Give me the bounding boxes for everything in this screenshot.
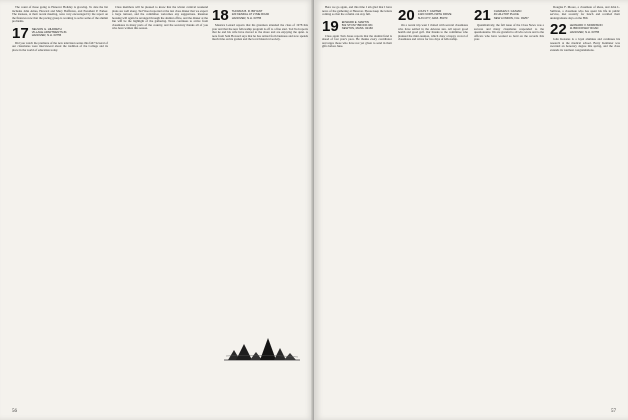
class-year-number: 20 — [398, 7, 415, 24]
column-text: John Kozarus is a loyal alumnus and continues his research at the medical school. Barry Keimaier was awarded an honorary degree this spring, and the class extends its warmest congratulations. — [550, 37, 620, 52]
column-text: Douglas F. Moore, a classmate of ideas, and John L. Sullivan, a classmate who has spent his life in public service, met recently for lunch and recalled their undergraduate days on the Hill. — [550, 5, 620, 20]
column-text: Class members will be pleased to know that the winter carnival weekend plans are well along. Ted Wood reported at the last class dinner that we expect a large turnout, and the committee welcomes any suggestions. Reunion housing will again be arranged through the alumni office, and the dinner at the Inn will be the highlight of the gathering. News continues to arrive from classmates in many parts of the country, and the secretary thanks all of you who have written this season. — [112, 5, 208, 31]
left-column-2 — [112, 6, 208, 32]
column-text: Class agent Tom Jones reports that the alumni fund is ahead of last year's pace. He thanks every contributor and urges those who have not yet given to send in their gifts before June. — [322, 33, 392, 49]
class-secretary-address: LEONARD V. MORRISON 11 BROOKWAY ROAD HANOVER, N.H. 03755 — [569, 23, 603, 34]
class-secretary-address: LOUIS T. CARTER 1426 NORTH 99TH DRIVE SUN CITY, ARIZ. 85373 — [417, 9, 452, 20]
column-text: On a recent trip west I visited with several classmates who have settled in the Arizona sun. All report good health and good golf. Our thanks to the committee who planned the mini-reunion, which drew a happy crowd of classmates and wives for two days of fellowship. — [398, 23, 468, 42]
class-entry-20 — [398, 9, 468, 22]
column-text: Here we go again, and this time I am glad that I have news of the gathering at Hanover. Please keep the letters coming so that the column can stay full. — [322, 5, 392, 17]
class-entry-18 — [212, 9, 308, 22]
class-secretary-address: THOMAS B. R. BRYANT 220 KENDAL AT LYME ROAD HANOVER, N.H. 03755 — [231, 9, 270, 20]
class-year-number: 21 — [474, 7, 491, 24]
class-secretary-address: NELSON G. HILDRETH VILLAGE APARTMENTS #1 HANOVER, N.H. 03755 — [31, 26, 67, 38]
column-text: Quantitatively, the fall issue of the Class News was a success and many classmates responded to the questionnaire. We are grateful to all who wrote and to the officers who have worked so hard on the records this year. — [474, 23, 545, 42]
right-column-2 — [398, 6, 468, 43]
class-year-number: 17 — [12, 24, 29, 42]
left-column-3 — [212, 6, 308, 43]
right-page — [314, 0, 628, 420]
class-entry-19 — [322, 17, 392, 35]
left-column-1 — [12, 6, 108, 54]
class-entry-21 — [474, 9, 544, 22]
right-column-3 — [474, 6, 544, 43]
class-year-number: 18 — [212, 7, 229, 24]
column-text: Maurice Lenard reports that his grandson attended the class of 1978 this year and that the new fellowship program is off to a fine start. Tod Tod reports that he and his wife have moved to the shore and are enjoying the quiet. A note from Sam Howard says that he has retired from business and now spends much time on his garden and the local historical society. — [212, 23, 308, 42]
column-text: Did you watch the premiere of the new television series this fall? Several of our classmates were interviewed about the tradition of the College and its place in the world of education today. — [12, 40, 108, 52]
class-entry-17 — [12, 24, 108, 42]
page-number: 57 — [611, 409, 616, 414]
landscape-sketch-illustration — [222, 320, 302, 364]
page-number: 56 — [12, 409, 17, 414]
class-year-number: 19 — [322, 17, 339, 35]
class-entry-22 — [550, 21, 620, 39]
class-secretary-address: CHARLES F. GILMAN 49 HILLTOP PLACE NEW LONDON, N.H. 03257 — [493, 9, 529, 20]
class-secretary-address: EDWARD E. MARTIN 502 STONY BROOK RD. NEWTON, MASS. 02160 — [341, 19, 374, 31]
class-year-number: 22 — [550, 21, 567, 39]
column-text: The count of those going to Hanover Holiday is growing. To date the list includes John Ames, Howard and Mary Boffinton, and President P. Parker. The trustees, at their recent meeting, were very encouraged by the report on the finances now that the pacing group is working to solve some of the alumni problems. — [12, 5, 108, 24]
right-column-1 — [322, 6, 392, 50]
right-column-4 — [550, 6, 620, 54]
